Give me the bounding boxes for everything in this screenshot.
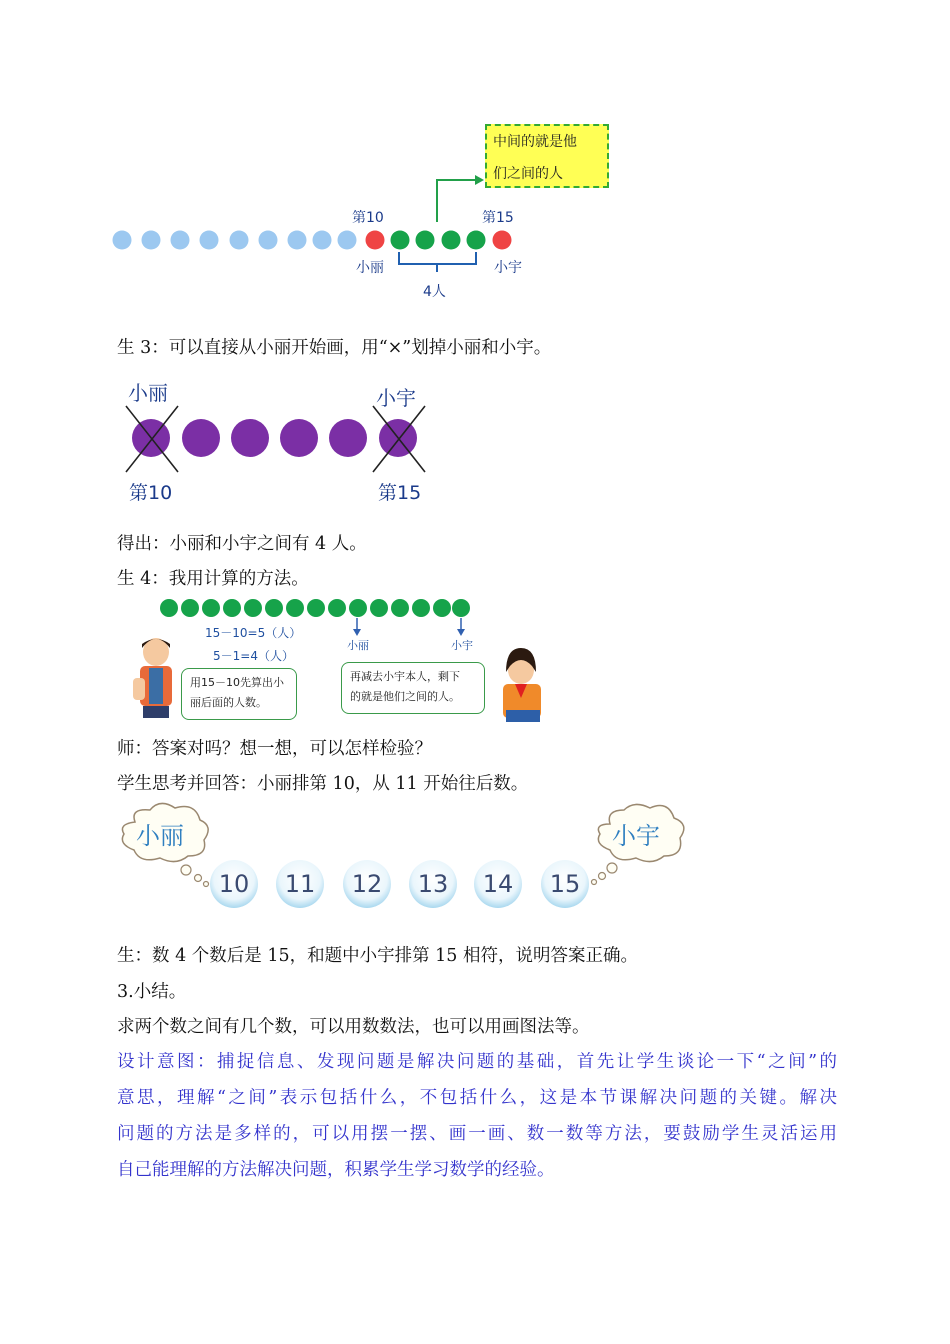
- dots-line-svg: [0, 0, 950, 310]
- dot-light: [288, 231, 307, 250]
- number-14: 14: [482, 870, 514, 898]
- green-dot: [223, 599, 241, 617]
- note-line-1: 中间的就是他: [493, 134, 577, 150]
- number-13: 13: [417, 870, 449, 898]
- label-10: 第10: [352, 210, 384, 226]
- girl-illustration: [503, 648, 541, 722]
- green-dot: [433, 599, 451, 617]
- green-dot: [265, 599, 283, 617]
- design-line-4: 自己能理解的方法解决问题，积累学生学习数学的经验。: [117, 1160, 555, 1180]
- dot-green: [467, 231, 486, 250]
- paragraph-student4: 生 4：我用计算的方法。: [117, 569, 309, 589]
- design-line-2: 意思，理解“之间”表示包括什么，不包括什么，这是本节课解决问题的关键。解决: [117, 1088, 837, 1108]
- green-dot: [391, 599, 409, 617]
- paragraph-think: 学生思考并回答：小丽排第 10，从 11 开始往后数。: [117, 774, 529, 794]
- speech-bubble-left: [181, 668, 297, 720]
- number-11: 11: [284, 870, 316, 898]
- purple-dot: [329, 419, 367, 457]
- green-dot: [307, 599, 325, 617]
- brace: [399, 252, 476, 272]
- design-line-3: 问题的方法是多样的，可以用摆一摆、画一画、数一数等方法，要鼓励学生灵活运用: [117, 1124, 837, 1144]
- note-line-2: 们之间的人: [493, 166, 563, 182]
- dot-light: [313, 231, 332, 250]
- green-dot: [160, 599, 178, 617]
- design-line-1: 设计意图：捕捉信息、发现问题是解决问题的基础，首先让学生谈论一下“之间”的: [117, 1052, 837, 1072]
- paragraph-result: 得出：小丽和小宇之间有 4 人。: [117, 534, 367, 554]
- purple-label-10: 第10: [129, 482, 173, 504]
- design-intent: [117, 1044, 837, 1188]
- green-dot: [349, 599, 367, 617]
- name-xiaoli: 小丽: [356, 260, 384, 276]
- section-summary-heading: 3.小结。: [117, 982, 187, 1002]
- dot-green: [442, 231, 461, 250]
- bubble-right-line-1: 再减去小宇本人，剩下: [350, 670, 460, 683]
- purple-dot: [280, 419, 318, 457]
- dot-light: [259, 231, 278, 250]
- number-15: 15: [549, 870, 581, 898]
- green-dot: [202, 599, 220, 617]
- dot-red-15: [493, 231, 512, 250]
- green-dots-row: [160, 599, 470, 617]
- green-dot: [181, 599, 199, 617]
- green-dot: [412, 599, 430, 617]
- dot-light: [171, 231, 190, 250]
- green-dot: [328, 599, 346, 617]
- paragraph-student3: 生 3：可以直接从小丽开始画，用“×”划掉小丽和小宇。: [117, 338, 552, 358]
- bubble-right-line-2: 的就是他们之间的人。: [350, 690, 460, 703]
- paragraph-summary: 求两个数之间有几个数，可以用数数法，也可以用画图法等。: [117, 1017, 590, 1037]
- purple-label-15: 第15: [378, 482, 422, 504]
- purple-name-xiaoyu: 小宇: [376, 386, 416, 410]
- purple-dot: [182, 419, 220, 457]
- label-15: 第15: [482, 210, 514, 226]
- green-dot: [244, 599, 262, 617]
- purple-dot: [231, 419, 269, 457]
- arrow-label-xiaoli: 小丽: [347, 639, 369, 652]
- dot-light: [113, 231, 132, 250]
- green-dot: [286, 599, 304, 617]
- paragraph-student5: 生：数 4 个数后是 15，和题中小宇排第 15 相符，说明答案正确。: [117, 946, 638, 966]
- cloud-label-xiaoli: 小丽: [136, 822, 184, 850]
- dot-light: [142, 231, 161, 250]
- green-dot: [370, 599, 388, 617]
- dot-red-10: [366, 231, 385, 250]
- arrowhead-xiaoli: [353, 629, 361, 636]
- equation-1: 15－10=5（人）: [205, 626, 302, 640]
- purple-name-xiaoli: 小丽: [128, 381, 168, 405]
- pointer-arrow: [437, 180, 478, 222]
- arrow-label-xiaoyu: 小宇: [451, 639, 473, 652]
- pointer-arrowhead: [475, 175, 484, 185]
- bubble-left-line-2: 丽后面的人数。: [190, 696, 267, 709]
- arrowhead-xiaoyu: [457, 629, 465, 636]
- dot-light: [200, 231, 219, 250]
- cloud-label-xiaoyu: 小宇: [612, 822, 660, 850]
- equation-2: 5－1=4（人）: [213, 649, 294, 663]
- dot-light: [338, 231, 357, 250]
- number-10: 10: [218, 870, 250, 898]
- number-12: 12: [351, 870, 383, 898]
- name-xiaoyu: 小宇: [494, 260, 522, 276]
- bubble-left-line-1: 用15－10先算出小: [190, 676, 284, 689]
- dot-light: [230, 231, 249, 250]
- green-dot: [452, 599, 470, 617]
- speech-bubble-right: [341, 662, 485, 714]
- paragraph-teacher: 师：答案对吗？想一想，可以怎样检验？: [117, 739, 432, 759]
- dot-green: [416, 231, 435, 250]
- boy-illustration: [133, 638, 172, 718]
- count-label: 4人: [423, 284, 446, 300]
- dots-row: [113, 231, 512, 250]
- dot-green: [391, 231, 410, 250]
